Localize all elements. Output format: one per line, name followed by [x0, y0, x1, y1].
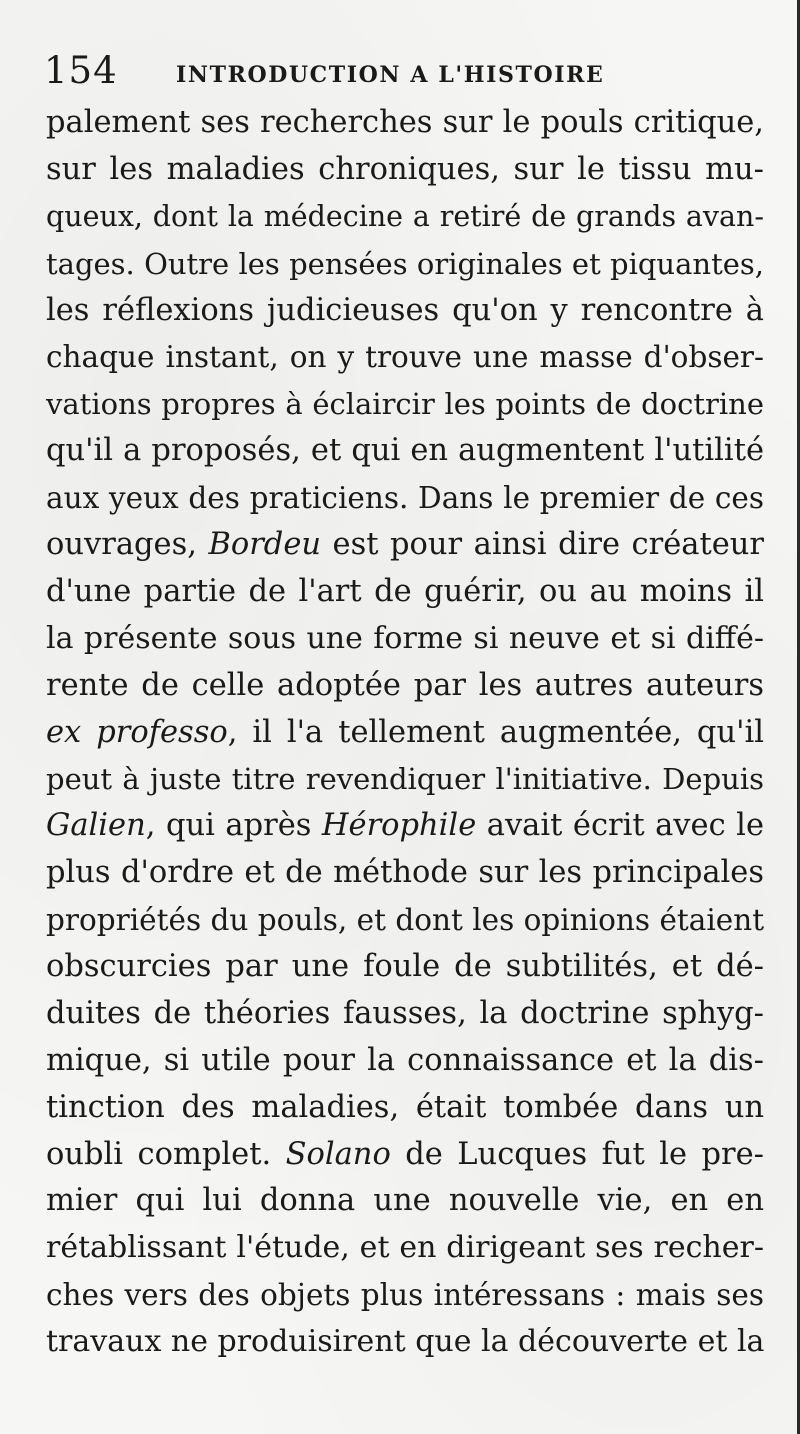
- text-run: de Lucques fut le pre-: [390, 1136, 764, 1172]
- text-line: [46, 194, 764, 241]
- text-line: [46, 944, 764, 991]
- text-line: [46, 663, 764, 710]
- text-line: [46, 522, 764, 569]
- text-run: peut à juste titre revendiquer l'initiative. Depuis: [46, 762, 764, 797]
- text-run: avait écrit avec le: [476, 808, 764, 844]
- text-line: [46, 1225, 764, 1272]
- text-line: [46, 381, 764, 428]
- italic-name: Galien: [46, 808, 146, 844]
- text-run: palement ses recherches sur le pouls critique,: [46, 105, 764, 140]
- text-line: [46, 1132, 764, 1179]
- text-line: [46, 897, 764, 944]
- text-run: est pour ainsi dire créateur: [321, 527, 764, 563]
- text-line: [46, 334, 764, 381]
- running-head: INTRODUCTION A L'HISTOIRE: [176, 62, 605, 88]
- text-run: , qui après: [145, 808, 322, 844]
- italic-name: Bordeu: [208, 527, 322, 563]
- text-line: [46, 1319, 764, 1366]
- text-line: [46, 710, 764, 757]
- text-line: [46, 850, 764, 897]
- italic-name: Solano: [285, 1136, 391, 1172]
- text-run: sur les maladies chroniques, sur le tissu mu-: [46, 151, 764, 187]
- text-run: plus d'ordre et de méthode sur les principales: [46, 855, 764, 891]
- text-run: rétablissant l'étude, et en dirigeant ses recher-: [46, 1230, 764, 1266]
- text-run: tinction des maladies, était tombée dans un: [46, 1089, 764, 1125]
- page-number: 154: [44, 49, 118, 92]
- text-line: [46, 1272, 764, 1319]
- italic-name: ex professo: [46, 714, 228, 750]
- text-line: [46, 241, 764, 288]
- text-run: ouvrages,: [46, 527, 209, 563]
- text-line: [46, 991, 764, 1038]
- text-run: mier qui lui donna une nouvelle vie, en en: [46, 1183, 764, 1219]
- text-run: aux yeux des praticiens. Dans le premier de ces: [46, 481, 764, 516]
- text-line: [46, 475, 764, 522]
- text-run: chaque instant, on y trouve une masse d'obser-: [46, 340, 764, 375]
- text-line: [46, 616, 764, 663]
- text-line: [46, 288, 764, 335]
- text-run: les réflexions judicieuses qu'on y rencontre à: [46, 292, 764, 328]
- text-run: tages. Outre les pensées originales et piquantes,: [46, 246, 764, 281]
- text-run: vations propres à éclaircir les points de doctrine: [46, 387, 764, 422]
- text-line: [46, 803, 764, 850]
- text-run: oubli complet.: [46, 1136, 286, 1172]
- text-run: queux, dont la médecine a retiré de grands avan-: [46, 199, 764, 233]
- text-line: [46, 569, 764, 616]
- text-line: [46, 147, 764, 194]
- text-line: [46, 756, 764, 803]
- text-run: travaux ne produisirent que la découverte et la: [46, 1324, 765, 1360]
- text-run: duites de théories fausses, la doctrine sphyg-: [46, 995, 764, 1031]
- text-run: mique, si utile pour la connaissance et la dis-: [46, 1042, 764, 1078]
- text-line: [46, 1038, 764, 1085]
- text-line: [46, 1085, 764, 1132]
- text-run: la présente sous une forme si neuve et si diffé-: [46, 620, 764, 656]
- italic-name: Hérophile: [321, 808, 477, 844]
- text-run: rente de celle adoptée par les autres auteurs: [46, 667, 764, 703]
- text-line: [46, 100, 764, 147]
- body-text: [46, 100, 764, 1366]
- text-run: ches vers des objets plus intéressans : mais ses: [46, 1278, 764, 1313]
- page-header: [44, 48, 764, 94]
- text-line: [46, 428, 764, 475]
- text-run: obscurcies par une foule de subtilités, et dé-: [46, 949, 764, 985]
- text-line: [46, 1178, 764, 1225]
- text-run: d'une partie de l'art de guérir, ou au moins il: [46, 573, 764, 609]
- text-run: qu'il a proposés, et qui en augmentent l'utilité: [46, 433, 764, 469]
- text-run: propriétés du pouls, et dont les opinions étaient: [46, 903, 765, 938]
- text-run: , il l'a tellement augmentée, qu'il: [227, 714, 764, 750]
